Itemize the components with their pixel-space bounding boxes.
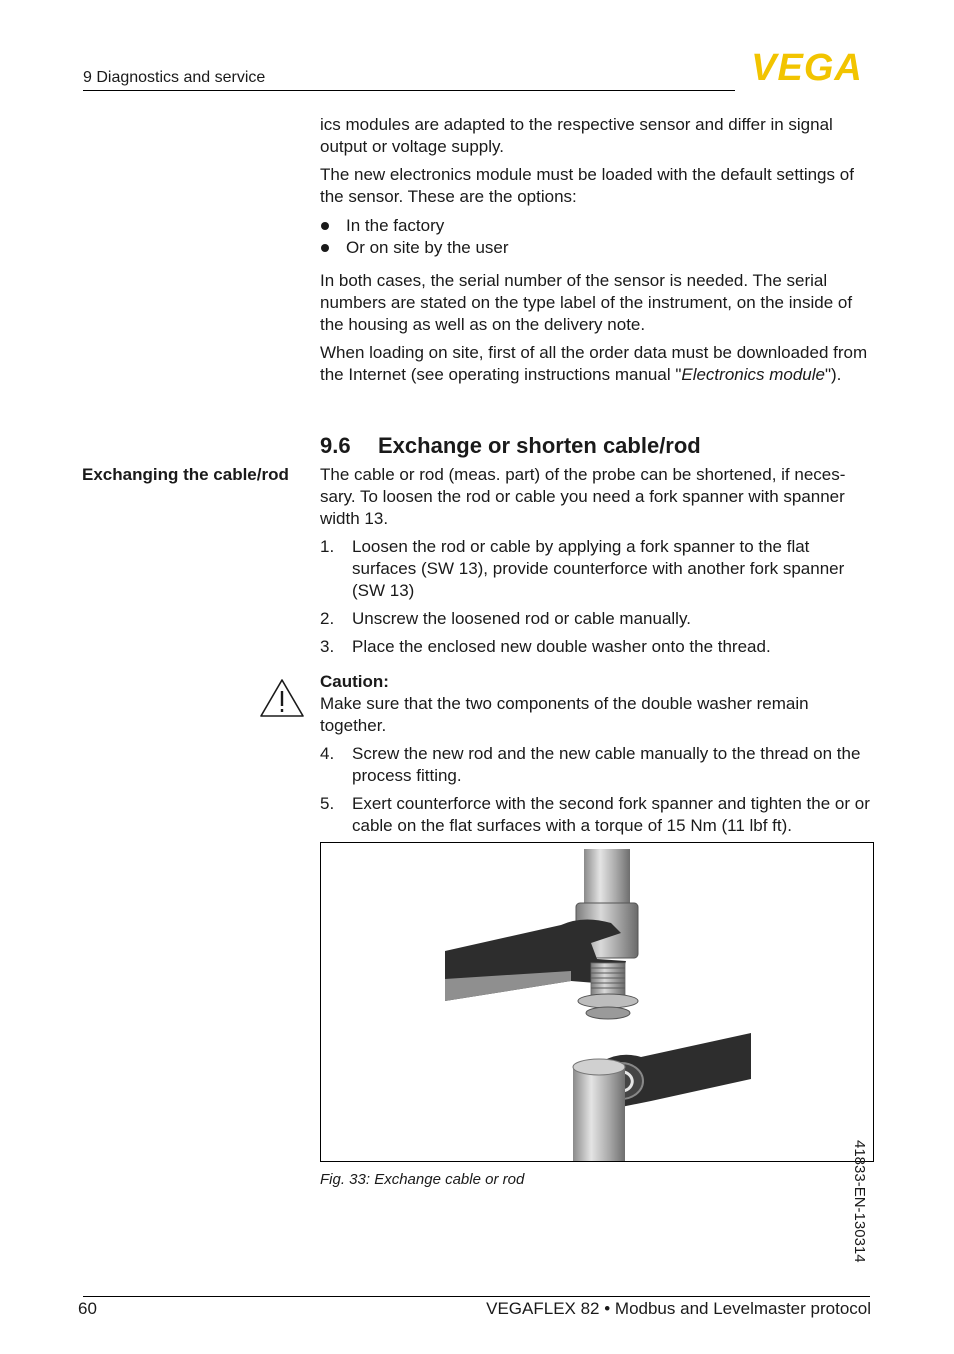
document-code: 41833-EN-130314 <box>851 1140 868 1263</box>
margin-note: Exchanging the cable/rod <box>82 465 289 484</box>
caution-text: Make sure that the two components of the double washer remain together. <box>320 694 809 735</box>
double-washer <box>578 994 638 1008</box>
bullet-icon <box>321 222 329 230</box>
step-item: 2. Unscrew the loosened rod or cable manually. <box>320 609 691 628</box>
section-number: 9.6 <box>320 433 351 458</box>
steps-list-a <box>320 536 875 658</box>
caution-title: Caution: <box>320 672 389 691</box>
section-heading <box>320 432 701 460</box>
intro-paragraph-1: ics modules are adapted to the respective sensor and differ in signal output or voltage supply. <box>320 115 833 156</box>
step-item: 1. Loosen the rod or cable by applying a fork spanner to the flat surfaces (SW 13), provide counterforce with another fork spanner (SW 13) <box>320 537 845 600</box>
page-number: 60 <box>78 1299 97 1318</box>
figure-frame <box>320 842 874 1162</box>
vega-logo-text: VEGA <box>751 50 863 84</box>
intro-block <box>320 114 875 386</box>
step-item: 4. Screw the new rod and the new cable manually to the thread on the process fitting. <box>320 744 861 785</box>
bullet-icon <box>321 244 329 252</box>
intro-paragraph-4: When loading on site, first of all the order data must be downloaded from the Internet (see operating instructions manual "Electronics module"). <box>320 343 868 384</box>
warning-icon <box>259 678 305 718</box>
header-rule <box>83 90 735 91</box>
figure-caption: Fig. 33: Exchange cable or rod <box>320 1171 525 1188</box>
options-list <box>320 215 875 259</box>
footer-rule <box>83 1296 870 1297</box>
intro-paragraph-2: The new electronics module must be loaded with the default settings of the sensor. These are the options: <box>320 165 854 206</box>
intro-paragraph-3: In both cases, the serial number of the sensor is needed. The serial numbers are stated on the type label of the instrument, on the inside of the housing as well as on the delivery note. <box>320 271 853 334</box>
vega-logo <box>741 50 873 84</box>
step-item: 3. Place the enclosed new double washer onto the thread. <box>320 637 771 656</box>
list-item: In the factory <box>320 215 875 237</box>
list-item: Or on site by the user <box>320 237 875 259</box>
caution-block <box>320 671 875 837</box>
step-item: 5. Exert counterforce with the second fork spanner and tighten the or or cable on the flat surfaces with a torque of 15 Nm (11 lbf ft). <box>320 794 870 835</box>
section-title: Exchange or shorten cable/rod <box>378 433 701 458</box>
process-fitting <box>573 1065 625 1161</box>
section-body <box>320 464 875 658</box>
fork-spanner-illustration <box>321 843 873 1161</box>
footer-title: VEGAFLEX 82 • Modbus and Levelmaster protocol <box>486 1299 871 1318</box>
section-paragraph: The cable or rod (meas. part) of the probe can be shortened, if neces-sary. To loosen the rod or cable you need a fork spanner with spanner width 13. <box>320 465 846 528</box>
running-header: 9 Diagnostics and service <box>83 69 266 86</box>
manual-reference: Electronics module <box>681 365 825 384</box>
steps-list-b <box>320 743 875 837</box>
